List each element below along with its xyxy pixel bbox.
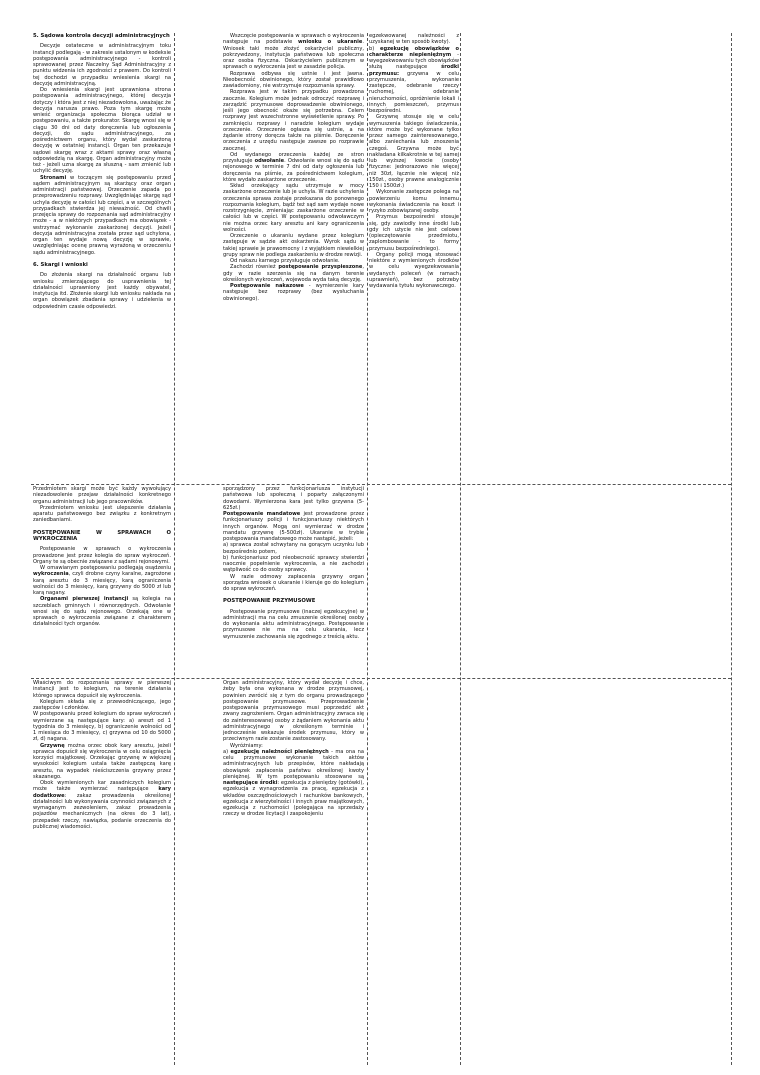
paragraph: a) egzekucję należności pieniężnych - ma ona na celu przymusowe wykonanie takich aktów administracyjnych lub przepisów, które nakładają obowiązek zapłacenia państwu określonej kwoty pieniężnej. W tym postępowaniu stosowane są następujące środki: egzekucja z pieniędzy (gotówki), egzekucja z wynagrodzenia za pracę, egzekucja z wkładów oszczędnościowych i rachunków bankowych, egzekucja z wierzytelności i innych praw majątkowych, egzekucja z ruchomości (polegająca na sprzedaży rzeczy w drodze licytacji i zaspokojeniu xyxy=(223,748,364,818)
paragraph: Orzeczenie o ukaraniu wydane przez kolegium zastępuje w sądzie akt oskarżenia. Wyrok sądu w takiej sprawie je prawomocny i z wyjątkiem niewielkiej grupy spraw nie podlega zaskarżeniu w drodze rewizji. xyxy=(223,233,364,258)
text-cell-r1c2 xyxy=(221,33,366,483)
paragraph: a) sprawca został schwytany na gorącym uczynku lub bezpośrednio potem, xyxy=(223,542,364,555)
paragraph: Postępowanie w sprawach o wykroczenia prowadzone jest przez kolegia do spraw wykroczeń. Organy te są obecnie związane z sądami rejonowymi. xyxy=(33,546,171,565)
paragraph: Zachodzi również postępowanie przyspieszone, gdy w razie szerzenia się na danym terenie określonych wykroczeń, wojewoda wyda taką decyzję. xyxy=(223,264,364,283)
paragraph: egzekwowanej należności z uzyskanej w ten sposób kwoty). xyxy=(369,33,459,46)
paragraph: Wszczęcie postępowania w sprawach o wykroczenia następuje na podstawie wniosku o ukaranie. Wniosek taki może złożyć oskarżyciel publiczny, pokrzywdzony, instytucja państwowa lub społeczna oraz osoba fizyczna. Oskarżycielem publicznym w sprawach o wykroczenia jest w zasadzie policja. xyxy=(223,33,364,71)
text-cell-r1c1 xyxy=(31,33,173,483)
paragraph: Przymus bezpośredni stosuje się, gdy zawiodły inne środki lub gdy ich użycie nie jest celowe (opieczętowanie przedmiotu, zaplombowanie - to formy przymusu bezpośredniego). xyxy=(369,214,459,252)
paragraph: sporządzony przez funkcjonariusza instytucji państwowa lub społeczną i poparty załączonymi dowodami. Wymierzona kara jest tylko grzywna (5-625zł.) xyxy=(223,486,364,511)
section-heading: 6. Skargi i wnioski xyxy=(33,261,88,268)
row-divider xyxy=(31,678,731,679)
paragraph: Do wniesienia skargi jest uprawniona strona postępowania administracyjnego, której decyzja dotyczy i która jest z niej niezadowolona, uważając że decyzja narusza prawo. Poza tym skargę może wnieść organizacja społeczna biorąca udział w postępowaniu, a także prokurator. Skargę wnosi się w ciągu 30 dni od daty doręczenia lub ogłoszenia decyzji, do sądu administracyjnego, za pośrednictwem organu, który wydał zaskarżoną decyzję w ostatniej instancji. Organ ten przekazuje sądowi skargę wraz z aktami sprawy oraz własną odpowiedzią na skargę. Organ administracyjny może też - jeżeli uzna skargę za słuszną - sam zmienić lub uchylić decyzję. xyxy=(33,87,171,175)
paragraph: Wykonanie zastępcze polega na powierzeniu komu innemu wykonania świadczenia na koszt i ryzyko zobowiązanej osoby. xyxy=(369,189,459,214)
text-cell-r1c3 xyxy=(367,33,461,363)
paragraph: Grzywnę stosuje się w celu wymuszenia takiego świadczenia, które może być wykonane tylko przez samego zainteresowanego, albo zaniechania lub znoszenia czegoś. Grzywna może być nakładana kilkakrotnie w tej samej lub wyższej kwocie (osoby fizyczne: jednorazowo nie więcej niż 30zł, łącznie nie więcej niż 150zł., osoby prawne analogicznie 150 i 1500zł.) xyxy=(369,114,459,189)
paragraph: Postępowanie przymusowe (inaczej egzekucyjne) w administracji ma na celu zmuszenie określonej osoby do wykonania aktu administracyjnego. Postępowanie przymusowe nie ma na celu ukarania, lecz wymuszenie zachowania się zgodnego z treścią aktu. xyxy=(223,608,364,640)
paragraph: Skład orzekający sądu utrzymuje w mocy zaskarżone orzeczenie lub je uchyla. W razie uchylenia orzeczenia sprawa zostaje przekazana do ponownego rozpoznania kolegium, bądź też sąd sam wydaje nowe rozstrzygnięcie, zmieniając zaskarżone orzeczenie w całości lub w części. W postępowaniu odwoławczym nie można orzec kary aresztu ani kary ograniczenia wolności. xyxy=(223,183,364,233)
section-heading: POSTĘPOWANIE W SPRAWACH O WYKROCZENIA xyxy=(33,529,171,542)
section-heading: POSTĘPOWANIE PRZYMUSOWE xyxy=(223,598,316,605)
row-divider xyxy=(31,484,731,485)
paragraph: Od nakazu karnego przysługuje odwołanie. xyxy=(230,258,340,264)
text-cell-r2c2 xyxy=(221,486,366,676)
paragraph: Stronami w toczącym się postępowaniu przed sądem administracyjnym są skarżący oraz organ administracji państwowej. Orzeczenie zapada po przeprowadzeniu rozprawy. Uwzględniając skargę sąd uchyla decyzję w całości lub części, a w szczególnych przypadkach stwierdza jej nieważność. Od chwili przejęcia sprawy do rozpoznania sąd administracyjny może - a w niektórych przypadkach ma obowiązek - wstrzymać wykonanie zaskarżonej decyzji. Jeżeli decyzja administracyjna została przez sąd uchylona, organ ten wydaje nową decyzję w sprawie, uwzględniając ocenę prawną wyrażoną w orzeczeniu sądu administracyjnego. xyxy=(33,174,171,256)
paragraph: Od wydanego orzeczenia każdej ze stron przysługuje odwołanie. Odwołanie wnosi się do sądu rejonowego w terminie 7 dni od daty ogłoszenia lub doręczenia na piśmie, za pośrednictwem kolegium, które wydało zaskarżone orzeczenie. xyxy=(223,151,364,183)
paragraph: W omawianym postępowaniu podlegają osądzeniu wykroczenia, czyli drobne czyny karalne, zagrożone karą aresztu do 3 miesięcy, karą ograniczenia wolności do 3 miesięcy, karą grzywny do 5000 zł lub karą nagany. xyxy=(33,565,171,597)
paragraph: Rozprawa odbywa się ustnie i jest jawna. Nieobecność obwinionego, który został prawidłowo zawiadomiony, nie wstrzymuje rozpoznania sprawy. xyxy=(223,70,364,89)
paragraph: Rozprawa jest w takim przypadku prowadzona zaocznie. Kolegium może jednak odroczyć rozprawę i zarządzić przymusowe doprowadzenie obwinionego, jeśli jego obecność okaże się potrzebna. Celem rozprawy jest wszechstronne wyświetlenie sprawy. Po zamknięciu rozprawy i naradzie kolegium wydaje orzeczenie. Orzeczenie ogłasza się ustnie, a na żądanie strony doręcza także na piśmie. Doręczenie orzeczenia z urzędu następuje zawsze po rozprawie zaocznej. xyxy=(223,89,364,152)
paragraph: Organy policji mogą stosować niektóre z wymienionych środków w celu wyegzekwowania wydanych poleceń (w ramach uprawnień), bez potrzeby wydawania tytułu wykonawczego. xyxy=(369,251,459,289)
text-cell-r3c1 xyxy=(31,680,173,1065)
paragraph: Przedmiotem skargi może być każdy wywołujący niezadowolenie przejaw działalności konkretnego organu administracji lub jego pracowników. xyxy=(33,486,171,505)
paragraph: Wyróżniamy: xyxy=(230,742,263,749)
paragraph: Postępowanie mandatowe jest prowadzone przez funkcjonariuszy policji i funkcjonariuszy niektórych innych organów. Mogą oni wymierzać w drodze mandatu grzywnę (5-500zł). Ukaranie w trybie postępowania mandatowego może nastąpić, jeżeli: xyxy=(223,511,365,542)
document-sheet xyxy=(31,33,731,1065)
column-divider xyxy=(731,33,732,1065)
section-heading: 5. Sądowa kontrola decyzji administracyjnych xyxy=(33,33,170,39)
paragraph: b) funkcjonariusz pod nieobecność sprawcy stwierdzi naocznie popełnienie wykroczenia, a nie zachodzi wątpliwość co do osoby sprawcy. xyxy=(223,554,364,574)
paragraph: Kolegium składa się z przewodniczącego, jego zastępców i członków. xyxy=(33,698,171,711)
paragraph: Decyzje ostateczne w administracyjnym toku instancji podlegają - w zakresie ustalonym w kodeksie postępowania administracyjnego - kontroli sprawowanej przez Naczelny Sąd Administracyjny z punktu widzenia ich zgodności z prawem. Do kontroli tej dochodzi w przypadku wniesienia skargi na decyzję administracyjną. xyxy=(33,43,172,87)
text-cell-r3c2 xyxy=(221,680,366,1065)
paragraph: b) egzekucję obowiązków o charakterze niepieniężnym - wyegzekwowaniu tych obowiązków służą następujące środki przymusu: grzywna w celu przymuszenia, wykonanie zastępcze, odebranie rzeczy ruchomej, odebranie nieruchomości, opróżnienie lokali i innych pomieszczeń, przymus bezpośredni. xyxy=(369,45,459,114)
paragraph: W razie odmowy zapłacenia grzywny organ sporządza wniosek o ukaranie i kieruje go do kolegium do spraw wykroczeń. xyxy=(223,573,364,592)
text-cell-r2c1 xyxy=(31,486,173,676)
paragraph: Obok wymienionych kar zasadniczych kolegium może także wymierzać następujące kary dodatkowe: zakaz prowadzenia określonej działalności lub wykonywania czynności związanych z wymaganym zezwoleniem, zakaz prowadzenia pojazdów mechanicznych (na okres do 3 lat), przepadek rzeczy, nawiązka, podanie orzeczenia do publicznej wiadomości. xyxy=(33,780,171,830)
paragraph: Postępowanie nakazowe - wymierzenie kary następuje bez rozprawy (bez wysłuchania obwinionego). xyxy=(223,283,364,302)
paragraph: Organami pierwszej instancji są kolegia na szczeblach gminnych i równorzędnych. Odwołanie wnosi się do sądu rejonowego. Orzekają one w sprawach o wykroczenia związane z charakterem działalności tych organów. xyxy=(33,596,171,628)
paragraph: Przedmiotem wniosku jest ulepszenie działania aparatu państwowego bez związku z konkretnym zaniedbaniami. xyxy=(33,504,171,524)
paragraph: Do złożenia skargi na działalność organu lub wniosku zmierzającego do usprawnienia tej działalności uprawniony jest każdy obywatel, instytucja itd. Złożenie skargi lub wniosku nakłada na organ obowiązek zbadania sprawy i udzielenia w odpowiednim czasie odpowiedzi. xyxy=(33,272,171,310)
paragraph: Organ administracyjny, który wydał decyzję i chce, żeby była ona wykonana w drodze przymusowej, powinien zwrócić się z tym do organu prowadzącego postępowanie przymusowe. Przeprowadzenie postępowania przymusowego musi poprzedzić akt zwany zagrożeniem. Organ administracyjny zwraca się do zainteresowanej osoby z żądaniem wykonania aktu administracyjnego w określonym terminie i jednocześnie wskazuje środek przymusu, który w przeciwnym razie zostanie zastosowany. xyxy=(223,680,364,743)
column-divider xyxy=(174,33,175,1065)
paragraph: W postępowaniu przed kolegium do spraw wykroczeń wymierzane są następujące kary: a) areszt od 1 tygodnia do 3 miesięcy, b) ograniczenie wolności od 1 miesiąca do 3 miesięcy, c) grzywna od 10 do 5000 zł, d) nagana. xyxy=(33,711,171,743)
paragraph: Grzywnę można orzec obok kary aresztu, jeżeli sprawca dopuścił się wykroczenia w celu osiągnięcia korzyści majątkowej. Orzekając grzywnę w większej wysokości kolegium ustala także zastępczą karę aresztu, na wypadek nieściszczenia grzywny przez skazanego. xyxy=(33,742,171,780)
paragraph: Właściwym do rozpoznania sprawy w pierwszej instancji jest to kolegium, na terenie działania którego sprawca dopuścił się wykroczenia. xyxy=(33,680,171,699)
